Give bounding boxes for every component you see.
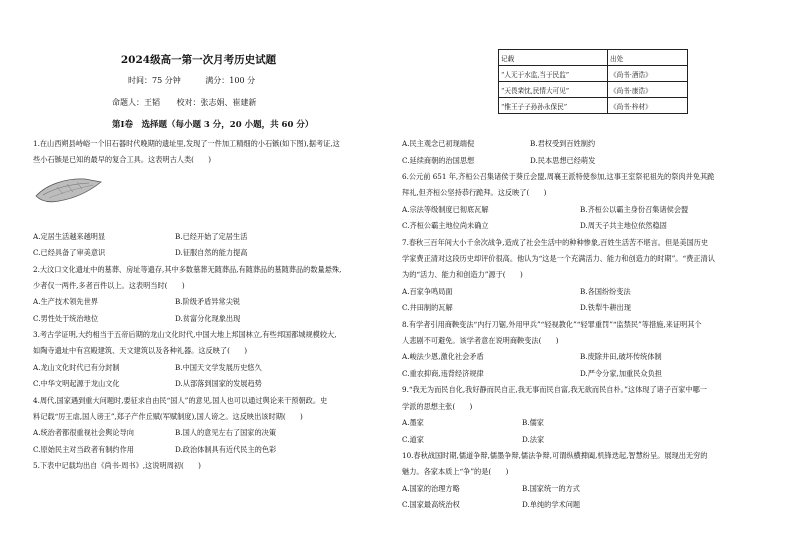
q8-option-d: D.严令分家,加重民众负担: [580, 369, 662, 378]
q2-text-line: 2.大汶口文化遗址中的墓葬、房址等遗存,其中多数墓葬无随葬品,有随葬品的墓随葬品的数量悬殊,: [33, 265, 342, 274]
q1-text-line: 些小石镞是已知的最早的复合工具。这表明古人类( ): [33, 155, 212, 164]
q1-option-c: C.已经具备了审美意识: [33, 248, 106, 257]
q2-option-c: C.男性处于统治地位: [33, 314, 99, 323]
q4-option-c: C.原始民主对当政者有制约作用: [33, 445, 134, 454]
q5-option-b: B.君权受到百姓制约: [530, 139, 596, 148]
q10-option-d: D.单纯的学术问题: [522, 500, 581, 509]
q5-option-a: A.民主观念已初现端倪: [402, 139, 475, 148]
table-cell: “人无于水监,当于民监”: [499, 66, 608, 82]
table-cell: 《尚书·酒诰》: [608, 66, 688, 82]
q7-option-c: C.井田制的瓦解: [402, 303, 453, 312]
exam-meta-staff: [112, 97, 271, 108]
exam-title: 2024级高一第一次月考历史试题: [120, 54, 277, 66]
q9-text-line: 学派的思想主张( ): [402, 402, 473, 411]
q2-text-line: 少者仅一两件,多者百件以上。这表明当时( ): [33, 281, 185, 290]
q6-option-a: A.宗法等级制度已彻底瓦解: [402, 205, 489, 214]
exam-reviewer: 校对：张志娟、崔建新: [176, 98, 257, 107]
q7-text-line: 为的“活力、能力和创造力”源于( ): [402, 270, 523, 279]
exam-author: 命题人：王韬: [112, 98, 160, 107]
table-cell: “惟王子子孙孙永保民”: [499, 98, 608, 114]
q8-option-a: A.峻法少恩,激化社会矛盾: [402, 352, 484, 361]
q9-option-d: D.法家: [522, 435, 545, 444]
q6-text-line: 6.公元前 651 年,齐桓公召集诸侯于葵丘会盟,周襄王派特使参加,这事王室祭祀祖先的祭肉并免其跪: [402, 172, 715, 181]
exam-time: 时间：75 分钟: [128, 76, 181, 85]
table-row: [499, 82, 688, 98]
stone-arrowhead-image: [33, 170, 103, 210]
q2-option-b: B.阶级矛盾异常尖锐: [175, 297, 241, 306]
q10-text-line: 魅力。各家本质上“争”的是( ): [402, 467, 509, 476]
q6-option-b: B.齐桓公以霸主身份召集诸侯会盟: [580, 205, 689, 214]
source-table: [498, 49, 688, 114]
q9-option-a: A.墨家: [402, 418, 424, 427]
q2-option-d: D.贫富分化现象出现: [175, 314, 241, 323]
q10-option-a: A.国家的治理方略: [402, 484, 460, 493]
q8-text-line: 8.有学者引用商鞅变法“内行刀锯,外用甲兵”“轻视教化”“轻罪重罚”“监禁民”等措施,来证明其个: [402, 320, 702, 329]
q3-text-line: 如陶寺遗址中有宫殿建筑、天文建筑以及各种礼器。这反映了( ): [33, 346, 248, 355]
q1-option-b: B.已经开始了定居生活: [175, 232, 248, 241]
q7-option-a: A.百家争鸣局面: [402, 287, 453, 296]
q3-option-a: A.龙山文化时代已有分封制: [33, 363, 120, 372]
q7-option-d: D.铁犁牛耕出现: [580, 303, 631, 312]
q1-option-d: D.征服自然的能力提高: [175, 248, 248, 257]
q8-option-c: C.重农抑商,违背经济规律: [402, 369, 484, 378]
q8-option-b: B.废除井田,破坏传统体制: [580, 352, 662, 361]
q5-option-c: C.延续商朝的治国思想: [402, 156, 475, 165]
q10-text-line: 10.春秋战国时期,儒道争辩,儒墨争辩,儒法争辩,可谓纵横捭阖,机锋迭起,智慧纷呈。展现出无穷的: [402, 451, 708, 460]
q1-option-a: A.定居生活越来越明显: [33, 232, 106, 241]
table-header-cell: 记载: [499, 50, 608, 66]
q6-option-d: D.周天子共主地位依然稳固: [580, 221, 667, 230]
q5-text-line: 5.下表中记载均出自《尚书·周书》,这说明周初( ): [33, 461, 201, 470]
table-row: [499, 66, 688, 82]
q2-option-a: A.生产技术领先世界: [33, 297, 98, 306]
q7-text-line: 7.春秋三百年间大小千余次战争,造成了社会生活中的种种惨象,百姓生活苦不堪言。但是美国历史: [402, 238, 709, 247]
q4-text-line: 4.周代,国家遇到重大问题时,要征求自由民“国人”的意见,国人也可以通过舆论来干预朝政。史: [33, 396, 328, 405]
q3-option-b: B.中国天文学发展历史悠久: [175, 363, 262, 372]
q10-option-b: B.国家统一的方式: [522, 484, 580, 493]
q3-text-line: 3.考古学证明,大约相当于五帝后期的龙山文化时代,中国大地上邦国林立,有些邦国都城规模较大,: [33, 330, 337, 339]
q10-option-c: C.国家最高统治权: [402, 500, 460, 509]
section-title: 第Ⅰ卷 选择题（每小题 3 分，20 小题，共 60 分）: [112, 120, 314, 130]
table-row: [499, 98, 688, 114]
q1-text-line: 1.在山西朔县峙峪一个旧石器时代晚期的遗址里,发现了一件加工精细的小石镞(如下图),据考证,这: [33, 139, 340, 148]
q6-text-line: 拜礼,但齐桓公坚持恭行跪拜。这反映了( ): [402, 188, 547, 197]
q6-option-c: C.齐桓公霸主地位尚未确立: [402, 221, 489, 230]
q3-option-c: C.中华文明起源于龙山文化: [33, 379, 120, 388]
q9-option-c: C.道家: [402, 435, 424, 444]
q4-option-a: A.统治者都很重视社会舆论导向: [33, 428, 134, 437]
table-cell: 《尚书·梓材》: [608, 98, 688, 114]
table-header-cell: 出处: [608, 50, 688, 66]
exam-score: 满分：100 分: [205, 76, 256, 85]
q9-option-b: B.儒家: [522, 418, 544, 427]
exam-meta-time-score: [128, 75, 277, 86]
table-cell: “天畏棐忱,民情大可见”: [499, 82, 608, 98]
q3-option-d: D.从部落到国家的发展趋势: [175, 379, 262, 388]
q8-text-line: 人悲剧不可避免。该学者意在说明商鞅变法( ): [402, 336, 559, 345]
q5-option-d: D.民本思想已经萌发: [530, 156, 596, 165]
table-cell: 《尚书·康诰》: [608, 82, 688, 98]
q7-text-line: 学家费正清对这段历史却评价很高。他认为“这是一个充满活力、能力和创造力的时期”。“费正清认: [402, 254, 715, 263]
q4-text-line: 料记载“厉王虐,国人谤王”,郑子产作丘赋(军赋制度),国人谤之。这反映出该时期( ): [33, 412, 303, 421]
q7-option-b: B.各国纷纷变法: [580, 287, 631, 296]
table-row: [499, 50, 688, 66]
q4-option-d: D.政治体制具有近代民主的色彩: [175, 445, 277, 454]
q4-option-b: B.国人的意见左右了国家的决策: [175, 428, 277, 437]
q9-text-line: 9.“我无为而民自化,我好静而民自正,我无事而民自富,我无欲而民自朴。”这体现了诸子百家中哪一: [402, 385, 707, 394]
